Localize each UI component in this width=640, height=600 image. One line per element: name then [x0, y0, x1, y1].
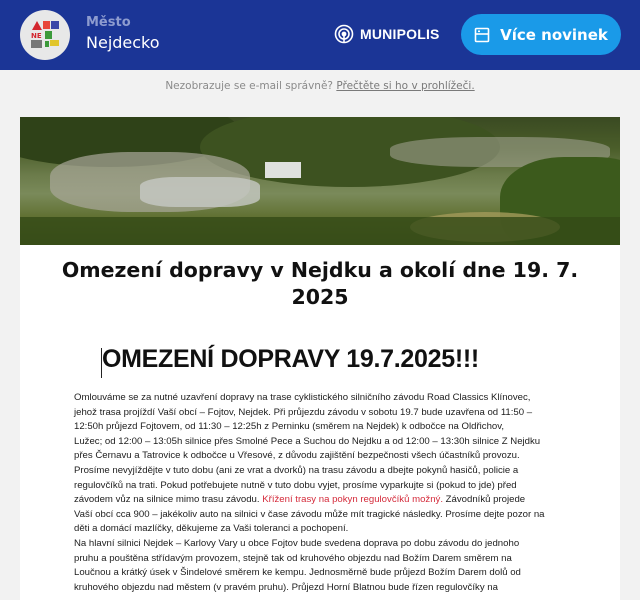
body-text: závodem vůz na silnice mimo trasu závodu.	[74, 494, 263, 506]
body-line: Omlouváme se za nutné uzavření dopravy na trase cyklistického silničního závodu Road Classics Klínovec,	[74, 392, 531, 403]
brand-name: Nejdecko	[86, 33, 160, 52]
document-heading-text: OMEZENÍ DOPRAVY 19.7.2025!!!	[102, 345, 479, 373]
body-text: Závodníků projede	[443, 494, 526, 506]
town-logo[interactable]	[20, 10, 70, 60]
munipolis-label: MUNIPOLIS	[360, 26, 440, 42]
body-line: přes Černavu a Tatrovice k odbočce u Vřesové, z důvodu zajištění bezpečnosti všech účastníků provozu.	[74, 450, 520, 462]
body-line: jehož trasa projíždí Vaší obcí – Fojtov, Nejdek. Při průjezdu závodu v sobotu 19.7 bude uzavřena od 11:50 –	[74, 406, 533, 418]
view-in-browser-link[interactable]: Přečtěte si ho v prohlížeči.	[336, 80, 475, 92]
body-line: Lužec; od 12:00 – 13:05h silnice přes Smolné Pece a Suchou do Nejdku a od 12:00 – 13:30h silnice Z Nejdku	[74, 435, 541, 447]
body-line	[74, 493, 580, 508]
article-card	[20, 117, 620, 600]
body-line: Loučnou a krátký úsek v Šindelové směrem ke kempu. Jednosměrně bude průjezd Božím Darem dolů od	[74, 567, 521, 579]
more-news-button[interactable]	[461, 14, 621, 55]
body-line: děti a domácí mazlíčky, děkujeme za Vaši toleranci a pochopení.	[74, 523, 349, 535]
newspaper-icon	[474, 27, 490, 43]
body-line: Prosíme nevyjíždějte v tuto dobu (ani ze vrat a dvorků) na trasu závodu a dbejte pokynů hasičů, policie a	[74, 464, 519, 476]
body-line: kruhového objezdu nad městem (v pravém pruhu). Průjezd Horní Blatnou bude řízen regulovčíky na	[74, 581, 498, 593]
highlighted-warning: Křížení trasy na pokyn regulovčíků možný.	[262, 494, 443, 506]
body-line: Vaší obcí cca 900 – jakékoliv auto na silnici v čase závodu může mít tragické následky. Prosíme dejte pozor na	[74, 508, 545, 520]
body-line: Na hlavní silnici Nejdek – Karlovy Vary u obce Fojtov bude svedena doprava po dobu závodu do jednoho	[74, 537, 520, 549]
munipolis-logo[interactable]	[334, 24, 440, 44]
view-in-browser-notice	[0, 80, 640, 92]
notice-text: Nezobrazuje se e-mail správně?	[165, 80, 333, 92]
body-line: regulovčíků na trati. Pokud potřebujete nutně v tuto dobu vyjet, prosíme vyparkujte si (pokud to jde) před	[74, 479, 517, 491]
header-bar	[0, 0, 640, 70]
document-heading	[20, 345, 620, 374]
more-news-label: Více novinek	[500, 25, 608, 44]
body-line: 12:50h průjezd Fojtovem, od 11:30 – 12:25h z Perninku (směrem na Nejdek) k odbočce na Oldřichov,	[74, 421, 504, 433]
svg-text:NE: NE	[31, 32, 42, 40]
body-line: pruhu a pouštěna střídavým provozem, stejně tak od kruhového objezdu nad Božím Darem směrem na	[74, 552, 512, 564]
brand-top-label: Město	[86, 15, 131, 30]
hero-image	[20, 117, 620, 245]
article-title: Omezení dopravy v Nejdku a okolí dne 19. 7. 2025	[61, 258, 579, 309]
broadcast-icon	[334, 24, 354, 44]
text-caret	[101, 348, 102, 378]
article-body	[20, 391, 580, 595]
coat-of-arms-icon	[28, 18, 62, 52]
brand	[86, 14, 160, 54]
